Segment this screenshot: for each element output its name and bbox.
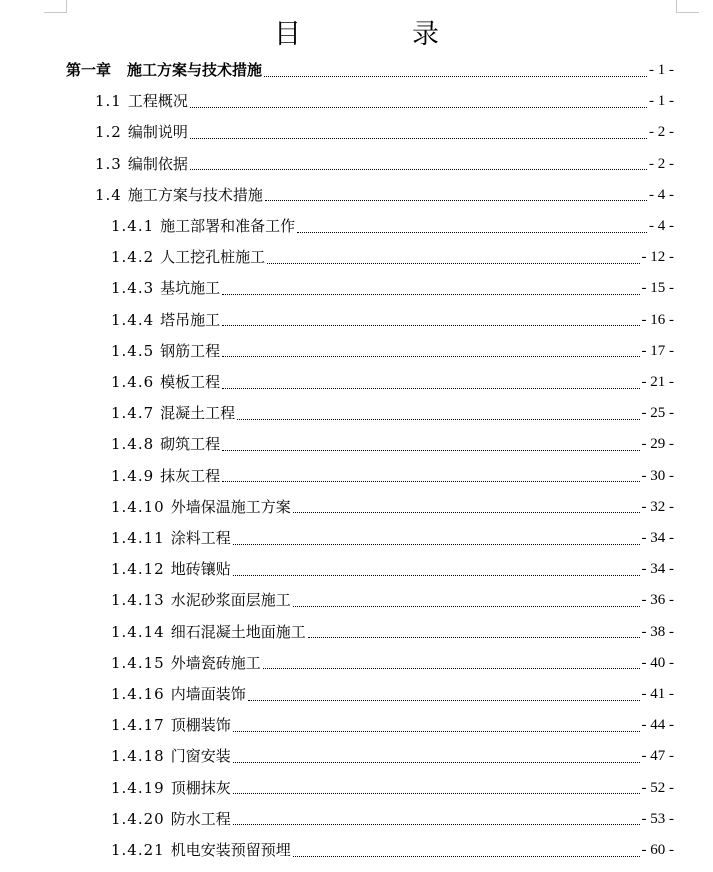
toc-entry-label: [111, 617, 306, 648]
toc-leader-dots: [237, 418, 639, 420]
toc-entry-text: 抹灰工程: [160, 466, 221, 485]
toc-page-number: - 30 -: [641, 467, 674, 484]
toc-entry-label: [111, 835, 291, 866]
toc-entry-text: 施工方案与技术措施: [127, 185, 263, 204]
toc-entry-number: 1.4.5: [111, 341, 155, 360]
toc-entry[interactable]: [95, 180, 674, 211]
toc-page-number: - 1 -: [649, 93, 674, 110]
toc-entry[interactable]: [111, 211, 674, 242]
toc-entry-label: [111, 305, 220, 336]
toc-page-number: - 38 -: [641, 623, 674, 640]
toc-entry[interactable]: [111, 336, 674, 367]
toc-entry-text: 顶棚装饰: [170, 716, 231, 735]
toc-entry-number: 1.4.19: [111, 778, 165, 797]
toc-page-number: - 29 -: [641, 436, 674, 453]
toc-entry-number: 1.4.2: [111, 248, 155, 267]
toc-page-number: - 12 -: [641, 249, 674, 266]
toc-entry-number: 1.4: [95, 185, 122, 204]
toc-entry[interactable]: [111, 648, 674, 679]
toc-entry-number: 1.4.15: [111, 653, 165, 672]
toc-page-number: - 60 -: [641, 842, 674, 858]
toc-entry-number: 1.4.20: [111, 809, 165, 828]
toc-page-number: - 41 -: [641, 686, 674, 702]
toc-entry-label: [111, 273, 220, 304]
toc-entry-label: [111, 398, 235, 429]
toc-entry-text: 防水工程: [170, 809, 231, 828]
toc-entry-label: [111, 679, 246, 710]
toc-page-number: - 34 -: [641, 561, 674, 578]
toc-entry[interactable]: [111, 804, 674, 835]
toc-entry[interactable]: [111, 835, 674, 866]
toc-entry[interactable]: [66, 55, 674, 86]
toc-entry-number: 第一章: [66, 61, 112, 79]
toc-page-number: - 53 -: [641, 810, 674, 827]
toc-entry[interactable]: [111, 492, 674, 523]
toc-entry[interactable]: [111, 429, 674, 460]
toc-entry[interactable]: [111, 710, 674, 741]
toc-leader-dots: [308, 636, 640, 638]
toc-leader-dots: [233, 574, 640, 576]
toc-leader-dots: [233, 543, 640, 545]
toc-leader-dots: [233, 792, 640, 794]
toc-entry-text: 编制说明: [127, 123, 188, 142]
toc-entry-number: 1.4.3: [111, 279, 155, 298]
toc-entry-label: [111, 710, 231, 741]
toc-leader-dots: [297, 231, 647, 233]
toc-entry-number: 1.4.10: [111, 497, 165, 516]
toc-entry[interactable]: [111, 523, 674, 554]
toc-leader-dots: [264, 75, 647, 77]
toc-entry-text: 混凝土工程: [160, 404, 236, 423]
toc-page-number: - 17 -: [641, 342, 674, 359]
toc-entry[interactable]: [95, 117, 674, 148]
toc-entry-label: [111, 242, 265, 273]
toc-entry-text: 地砖镶贴: [170, 560, 231, 579]
toc-entry-text: 门窗安装: [170, 747, 231, 766]
toc-entry-number: 1.2: [95, 123, 122, 142]
toc-entry-text: 涂料工程: [170, 529, 231, 547]
toc-entry-label: [111, 211, 295, 242]
toc-entry-number: 1.4.16: [111, 685, 165, 703]
toc-leader-dots: [222, 324, 639, 326]
toc-entry-text: 水泥砂浆面层施工: [170, 591, 291, 610]
toc-entry-label: [111, 367, 220, 398]
toc-entry-text: 编制依据: [127, 154, 188, 173]
toc-leader-dots: [222, 387, 639, 389]
toc-entry[interactable]: [111, 617, 674, 648]
toc-entry-text: 人工挖孔桩施工: [160, 248, 266, 267]
toc-entry[interactable]: [111, 273, 674, 304]
toc-leader-dots: [293, 605, 640, 607]
toc-entry-number: 1.4.18: [111, 747, 165, 766]
toc-entry-text: 模板工程: [160, 373, 221, 391]
toc-page-number: - 47 -: [641, 748, 674, 765]
toc-entry-number: 1.4.17: [111, 716, 165, 735]
toc-leader-dots: [233, 823, 640, 825]
toc-entry-text: 塔吊施工: [160, 310, 221, 329]
toc-entry[interactable]: [111, 461, 674, 492]
toc-page-number: - 4 -: [649, 186, 674, 203]
toc-entry-number: 1.4.4: [111, 310, 155, 329]
toc-page-number: - 1 -: [649, 62, 674, 78]
toc-page-number: - 52 -: [641, 779, 674, 796]
toc-leader-dots: [293, 855, 640, 857]
toc-entry-text: 外墙瓷砖施工: [170, 653, 261, 672]
toc-entry-number: 1.4.8: [111, 435, 155, 454]
toc-entry[interactable]: [111, 585, 674, 616]
toc-entry[interactable]: [95, 149, 674, 180]
toc-entry[interactable]: [111, 773, 674, 804]
toc-page-number: - 4 -: [649, 218, 674, 234]
toc-entry-label: [111, 585, 291, 616]
toc-leader-dots: [190, 106, 647, 108]
toc-entry-text: 外墙保温施工方案: [170, 497, 291, 516]
toc-entry-number: 1.4.14: [111, 622, 165, 641]
toc-leader-dots: [233, 761, 640, 763]
toc-leader-dots: [267, 262, 639, 264]
toc-entry-number: 1.4.11: [111, 529, 165, 547]
toc-entry-label: [111, 429, 220, 460]
toc-entry-label: [66, 55, 262, 86]
toc-entry-label: [95, 117, 188, 148]
toc-entry-text: 砌筑工程: [160, 435, 221, 454]
toc-entry[interactable]: [111, 242, 674, 273]
toc-entry-label: [111, 773, 231, 804]
toc-leader-dots: [293, 511, 640, 513]
toc-entry-text: 施工方案与技术措施: [127, 61, 263, 79]
toc-entry-text: 钢筋工程: [160, 341, 221, 360]
toc-entry-label: [95, 86, 188, 117]
toc-entry-text: 基坑施工: [160, 279, 221, 298]
toc-leader-dots: [222, 480, 639, 482]
toc-page-number: - 21 -: [641, 374, 674, 390]
toc-leader-dots: [263, 667, 640, 669]
toc-title: 目 录: [274, 19, 481, 50]
toc-entry-number: 1.3: [95, 154, 122, 173]
toc-entry-number: 1.4.9: [111, 466, 155, 485]
toc-entry-label: [111, 492, 291, 523]
toc-entry-label: [111, 461, 220, 492]
toc-leader-dots: [222, 293, 639, 295]
toc-entry[interactable]: [111, 305, 674, 336]
toc-entry-text: 工程概况: [127, 92, 188, 111]
toc-entry-label: [111, 523, 231, 554]
toc-page-number: - 36 -: [641, 592, 674, 609]
toc-entry-label: [111, 741, 231, 772]
toc-entry-text: 施工部署和准备工作: [160, 217, 296, 235]
toc-page-number: - 2 -: [649, 124, 674, 141]
toc-page-number: - 16 -: [641, 311, 674, 328]
toc-entry-label: [95, 180, 263, 211]
toc-page-number: - 2 -: [649, 155, 674, 172]
toc-leader-dots: [248, 699, 640, 701]
toc-entry[interactable]: [95, 86, 674, 117]
toc-entry-number: 1.4.6: [111, 373, 155, 391]
toc-entry-text: 内墙面装饰: [170, 685, 246, 703]
toc-page-number: - 40 -: [641, 654, 674, 671]
toc-leader-dots: [233, 730, 640, 732]
toc-entry-number: 1.4.7: [111, 404, 155, 423]
toc-entry-number: 1.4.1: [111, 217, 155, 235]
toc-entry-number: 1.4.12: [111, 560, 165, 579]
toc-entry-text: 顶棚抹灰: [170, 778, 231, 797]
toc-entry[interactable]: [111, 398, 674, 429]
toc-entry-number: 1.4.13: [111, 591, 165, 610]
toc-entry[interactable]: [111, 741, 674, 772]
toc-page-number: - 15 -: [641, 280, 674, 297]
toc-leader-dots: [190, 137, 647, 139]
toc-leader-dots: [222, 355, 639, 357]
toc-page-number: - 44 -: [641, 717, 674, 734]
toc-entry[interactable]: [111, 679, 674, 710]
toc-entry[interactable]: [111, 367, 674, 398]
toc-entry[interactable]: [111, 554, 674, 585]
toc-page-number: - 25 -: [641, 405, 674, 422]
toc-entry-text: 机电安装预留预埋: [170, 841, 291, 859]
toc-page-number: - 32 -: [641, 498, 674, 515]
toc-entry-text: 细石混凝土地面施工: [170, 622, 306, 641]
toc-entry-label: [111, 336, 220, 367]
toc-entry-label: [111, 554, 231, 585]
toc-leader-dots: [222, 449, 639, 451]
toc-entry-label: [111, 648, 261, 679]
toc-entry-label: [111, 804, 231, 835]
toc-leader-dots: [190, 168, 647, 170]
toc-page-number: - 34 -: [641, 530, 674, 546]
toc-entry-number: 1.1: [95, 92, 122, 111]
toc-entry-number: 1.4.21: [111, 841, 165, 859]
toc-entry-label: [95, 149, 188, 180]
toc-leader-dots: [265, 199, 647, 201]
